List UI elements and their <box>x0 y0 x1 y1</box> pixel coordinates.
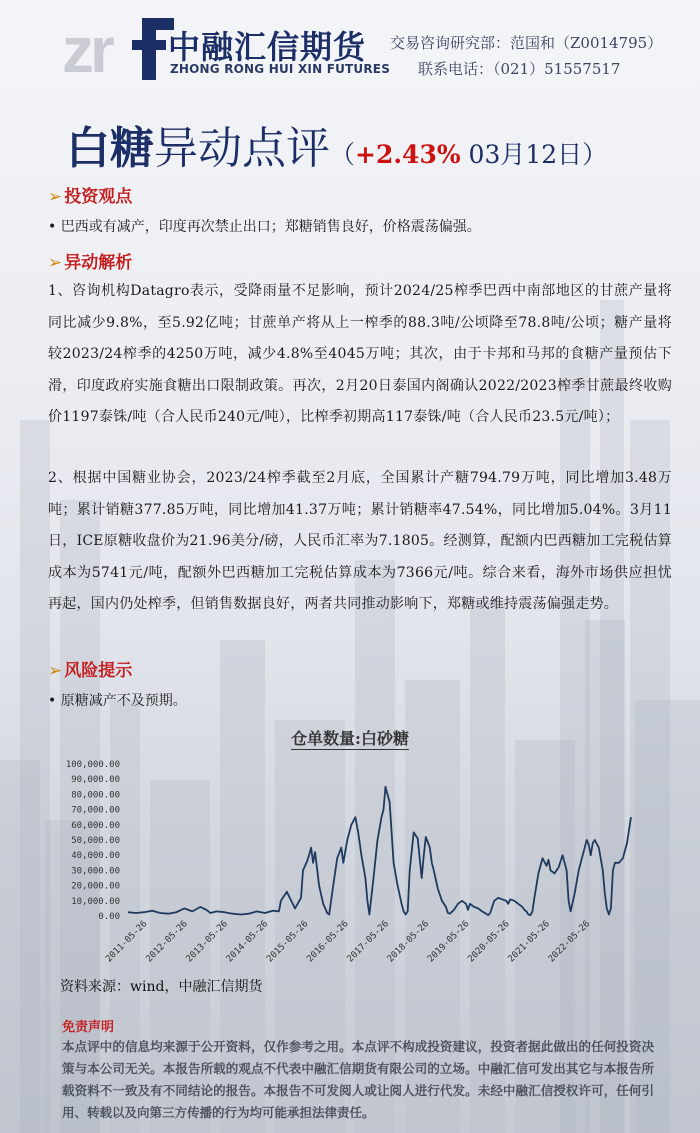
y-tick-label: 30,000.00 <box>71 866 120 877</box>
arrow-icon: ➢ <box>48 187 63 207</box>
y-tick-label: 90,000.00 <box>71 775 120 786</box>
x-tick-label: 2018-05-26 <box>385 919 432 965</box>
x-tick-label: 2011-05-26 <box>104 919 150 965</box>
x-tick-label: 2013-05-26 <box>184 919 231 965</box>
x-tick-label: 2016-05-26 <box>305 919 351 965</box>
y-tick-label: 70,000.00 <box>71 805 120 816</box>
view-text: • 巴西或有减产，印度再次禁止出口；郑糖销售良好，价格震荡偏强。 <box>48 219 481 235</box>
contact-phone: 联系电话：（021）51557517 <box>418 60 621 78</box>
x-tick-label: 2012-05-26 <box>144 919 190 965</box>
analysis-paragraph-2: 2、根据中国糖业协会，2023/24榨季截至2月底，全国累计产糖794.79万吨，同比增加3.48万吨；累计销糖377.85万吨，同比增加41.37万吨；累计销糖率47.54%，同比增加5.04%。3月11日，ICE原糖收盘价为21.96美分/磅，人民币汇率为7.1805。经测算，配额内巴西糖加工完税估算成本为5741元/吨，配额外巴西糖加工完税估算成本为7366元/吨。综合来看，海外市场供应担忧再起，国内仍处榨季，但销售数据良好，两者共同推动影响下，郑糖或维持震荡偏强走势。 <box>48 470 672 612</box>
company-name-cn: 中融汇信期货 <box>168 28 367 66</box>
series-line <box>128 787 631 915</box>
x-tick-label: 2019-05-26 <box>426 919 472 965</box>
arrow-icon: ➢ <box>48 661 63 681</box>
risk-text: • 原糖减产不及预期。 <box>48 693 187 709</box>
x-tick-label: 2014-05-26 <box>224 919 271 965</box>
x-tick-label: 2021-05-26 <box>506 919 552 965</box>
contact-info <box>390 30 662 82</box>
analysis-paragraph-1: 1、咨询机构Datagro表示，受降雨量不足影响，预计2024/25榨季巴西中南部地区的甘蔗产量将同比减少9.8%，至5.92亿吨；甘蔗单产将从上一榨季的88.3吨/公顷降至78.8吨/公顷；糖产量将较2023/24榨季的4250万吨，减少4.8%至4045万吨；其次，由于卡邦和马邦的食糖产量预估下滑，印度政府实施食糖出口限制政策。再次，2月20日泰国内阁确认2022/2023榨季甘蔗最终收购价1197泰铢/吨（合人民币240元/吨），比榨季初期高117泰铢/吨（合人民币23.5元/吨）； <box>48 283 672 425</box>
arrow-icon: ➢ <box>48 253 63 273</box>
y-tick-label: 60,000.00 <box>71 820 120 831</box>
y-tick-label: 10,000.00 <box>71 896 120 907</box>
chart-title: 仓单数量:白砂糖 <box>291 729 409 748</box>
disclaimer-text: 本点评中的信息均来源于公开资料，仅作参考之用。本点评不构成投资建议，投资者据此做出的任何投资决策与本公司无关。本报告所载的观点不代表中融汇信期货有限公司的立场。中融汇信可发出其它与本报告所载资料不一致及有不同结论的报告。本报告不可发阅人或让阅人进行代发。未经中融汇信授权许可，任何引用、转载以及向第三方传播的行为均可能承担法律责任。 <box>62 1039 654 1120</box>
y-tick-label: 50,000.00 <box>71 836 120 846</box>
x-tick-label: 2015-05-26 <box>265 919 311 965</box>
title-kind: 异动点评 <box>154 123 330 174</box>
report-title <box>66 112 607 176</box>
x-tick-label: 2022-05-26 <box>546 919 593 965</box>
disclaimer-title: 免责声明 <box>62 1020 115 1035</box>
y-tick-label: 0.00 <box>98 912 120 922</box>
y-tick-label: 80,000.00 <box>71 790 120 801</box>
svg-text:zr: zr <box>62 14 111 86</box>
report-header <box>0 0 700 100</box>
company-name-en: ZHONG RONG HUI XIN FUTURES <box>170 62 391 76</box>
x-tick-label: 2020-05-26 <box>466 919 512 965</box>
title-date: 03月12日） <box>460 140 608 169</box>
section-title-risk: ➢ 风险提示 <box>48 661 133 681</box>
y-tick-label: 40,000.00 <box>71 851 120 862</box>
x-tick-label: 2017-05-26 <box>345 919 391 965</box>
y-tick-label: 100,000.00 <box>65 760 120 770</box>
section-title-view: ➢ 投资观点 <box>48 187 133 207</box>
title-open-paren: （ <box>330 140 356 169</box>
title-product: 白糖 <box>66 123 154 174</box>
contact-department: 交易咨询研究部：范国和（Z0014795） <box>390 34 663 52</box>
title-change: +2.43% <box>355 140 461 169</box>
data-source: 资料来源：wind，中融汇信期货 <box>60 979 263 995</box>
warehouse-receipts-chart <box>48 752 648 974</box>
section-title-analysis: ➢ 异动解析 <box>48 253 133 273</box>
y-tick-label: 20,000.00 <box>71 881 120 892</box>
